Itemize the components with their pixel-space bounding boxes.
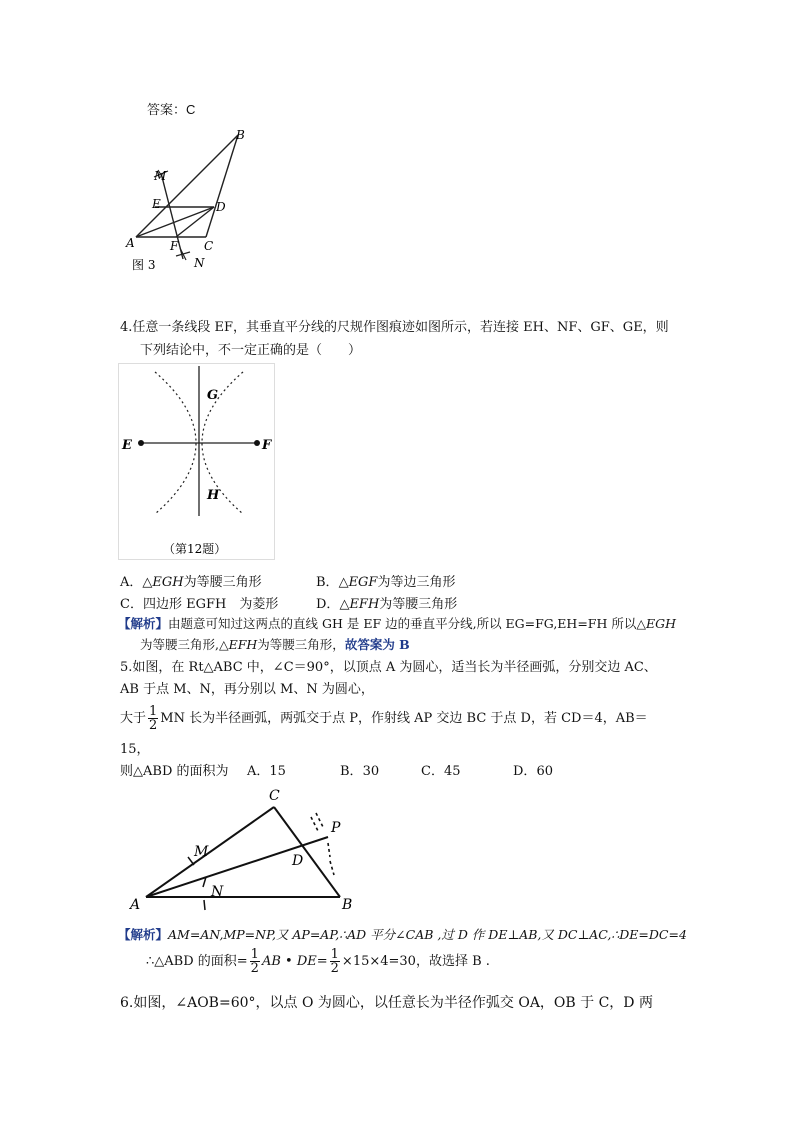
fraction-numerator: 1 [250, 947, 259, 962]
q4-option-c [120, 593, 278, 612]
q4-analysis-line2 [140, 635, 410, 653]
triangle-symbol: △ [339, 597, 350, 612]
fraction-denominator: 2 [250, 961, 259, 976]
fig3-label-M: M [154, 169, 167, 183]
fraction-numerator: 1 [149, 704, 158, 719]
answer-line [147, 99, 195, 118]
option-triangle-name: EFH [349, 597, 380, 612]
q5-stem-line1: 5.如图，在 Rt△ABC 中，∠C＝90°，以顶点 A 为圆心，适当长为半径画弧，分别交边 AC、 [120, 660, 657, 675]
q4-option-a [120, 571, 262, 590]
fig3-label-N: N [194, 256, 205, 270]
q5-option-d [513, 760, 553, 779]
q5-option-a [247, 760, 286, 779]
q5-label-N: N [211, 884, 224, 900]
q5-option-b [340, 760, 379, 779]
analysis-text: ∴△ABD 的面积= [146, 954, 248, 969]
fraction-denominator: 2 [330, 961, 339, 976]
q4-label-E: E [122, 438, 132, 453]
q6-stem-line1: 6.如图，∠AOB=60°，以点 O 为圆心，以任意长为半径作弧交 OA，OB 于 C，D 两 [120, 995, 653, 1011]
option-key: D． [513, 764, 537, 779]
option-text: 为等腰三角形 [183, 575, 262, 590]
q4-label-F: F [262, 438, 272, 453]
q4-label-H: H [207, 488, 220, 503]
triangle-symbol: △ [338, 575, 349, 590]
analysis-text: 由题意可知过这两点的直线 GH 是 EF 边的垂直平分线,所以 EG=FG,EH=FH 所以△ [168, 616, 646, 631]
option-key: A． [120, 575, 143, 590]
fraction-half [330, 948, 340, 975]
q5-stem-line5 [120, 760, 229, 779]
q5-label-M: M [194, 844, 209, 860]
option-value: 60 [536, 764, 553, 779]
triangle-symbol: △ [142, 575, 153, 590]
q4-analysis-line1 [118, 614, 676, 632]
q5-text: MN 长为半径画弧，两弧交于点 P，作射线 AP 交边 BC 于点 D，若 CD＝4，AB＝ [160, 711, 648, 726]
option-text: 为等腰三角形 [379, 597, 458, 612]
q5-label-B: B [342, 897, 353, 913]
q4-stem-line1: 4.任意一条线段 EF，其垂直平分线的尺规作图痕迹如图所示，若连接 EH、NF、GF、GE，则 [120, 320, 669, 335]
option-triangle-name: EGH [152, 575, 184, 590]
answer-label: 答案： [147, 103, 187, 118]
q4-figure [119, 364, 274, 559]
option-value: 15 [269, 764, 286, 779]
q5-stem-line4: 15， [120, 742, 150, 757]
analysis-text: ×15×4=30，故选择 B . [341, 954, 490, 969]
q4-figure-frame [118, 363, 275, 560]
fig3-label-B: B [236, 128, 245, 142]
option-key: D． [316, 597, 340, 612]
option-text: 四边形 EGFH 为菱形 [142, 597, 279, 612]
q4-option-b [316, 571, 455, 590]
analysis-conclusion: 故答案为 B [344, 637, 410, 652]
q5-figure [118, 785, 368, 915]
analysis-text: AB • DE= [261, 954, 328, 969]
fraction-half [148, 705, 158, 732]
fig3-label-D: D [216, 200, 226, 214]
analysis-text: 为等腰三角形， [257, 637, 345, 652]
analysis-text: 为等腰三角形,△ [140, 637, 229, 652]
q5-text: 大于 [120, 711, 147, 726]
fraction-numerator: 1 [330, 947, 339, 962]
q5-text: 则△ABD 的面积为 [120, 764, 229, 779]
analysis-triangle: EGH [645, 616, 676, 631]
q4-point-E [138, 440, 144, 446]
q5-stem-line3 [120, 705, 648, 732]
fig3-label-C: C [204, 239, 214, 253]
fig3-caption: 图 3 [132, 258, 156, 272]
q5-stem-line2: AB 于点 M、N，再分别以 M、N 为圆心， [120, 682, 374, 697]
option-key: C． [421, 764, 444, 779]
option-key: C． [120, 597, 143, 612]
answer-value: C [186, 102, 196, 117]
analysis-tag: 【解析】 [118, 616, 169, 631]
option-key: B． [340, 764, 363, 779]
q5-label-D: D [292, 853, 304, 869]
analysis-triangle: EFH [228, 637, 258, 652]
analysis-tag: 【解析】 [118, 927, 169, 942]
fraction-half [250, 948, 260, 975]
q5-label-P: P [331, 820, 341, 836]
q5-analysis-line1 [118, 925, 687, 943]
q4-label-G: G [207, 388, 219, 403]
option-key: B． [316, 575, 339, 590]
figure-3 [118, 125, 258, 275]
q5-label-C: C [269, 788, 280, 804]
q4-stem-line2: 下列结论中，不一定正确的是（ ） [140, 343, 362, 358]
fig3-label-F: F [170, 239, 179, 253]
option-value: 45 [443, 764, 461, 779]
fraction-denominator: 2 [149, 718, 158, 733]
fig3-label-A: A [126, 236, 135, 250]
q4-option-d [316, 593, 457, 612]
q5-label-A: A [130, 897, 141, 913]
q4-figure-caption: （第12题） [163, 542, 227, 556]
option-triangle-name: EGF [348, 575, 378, 590]
q4-point-F [254, 440, 260, 446]
option-text: 为等边三角形 [377, 575, 456, 590]
q5-analysis-line2 [146, 948, 490, 975]
analysis-text: AM=AN,MP=NP,又 AP=AP,∴AD 平分∠CAB ,过 D 作 DE⊥AB,又 DC⊥AC,∴DE=DC=4 [168, 927, 687, 942]
option-key: A． [247, 764, 270, 779]
q5-option-c [421, 760, 461, 779]
fig3-label-E: E [152, 197, 161, 211]
option-value: 30 [362, 764, 380, 779]
